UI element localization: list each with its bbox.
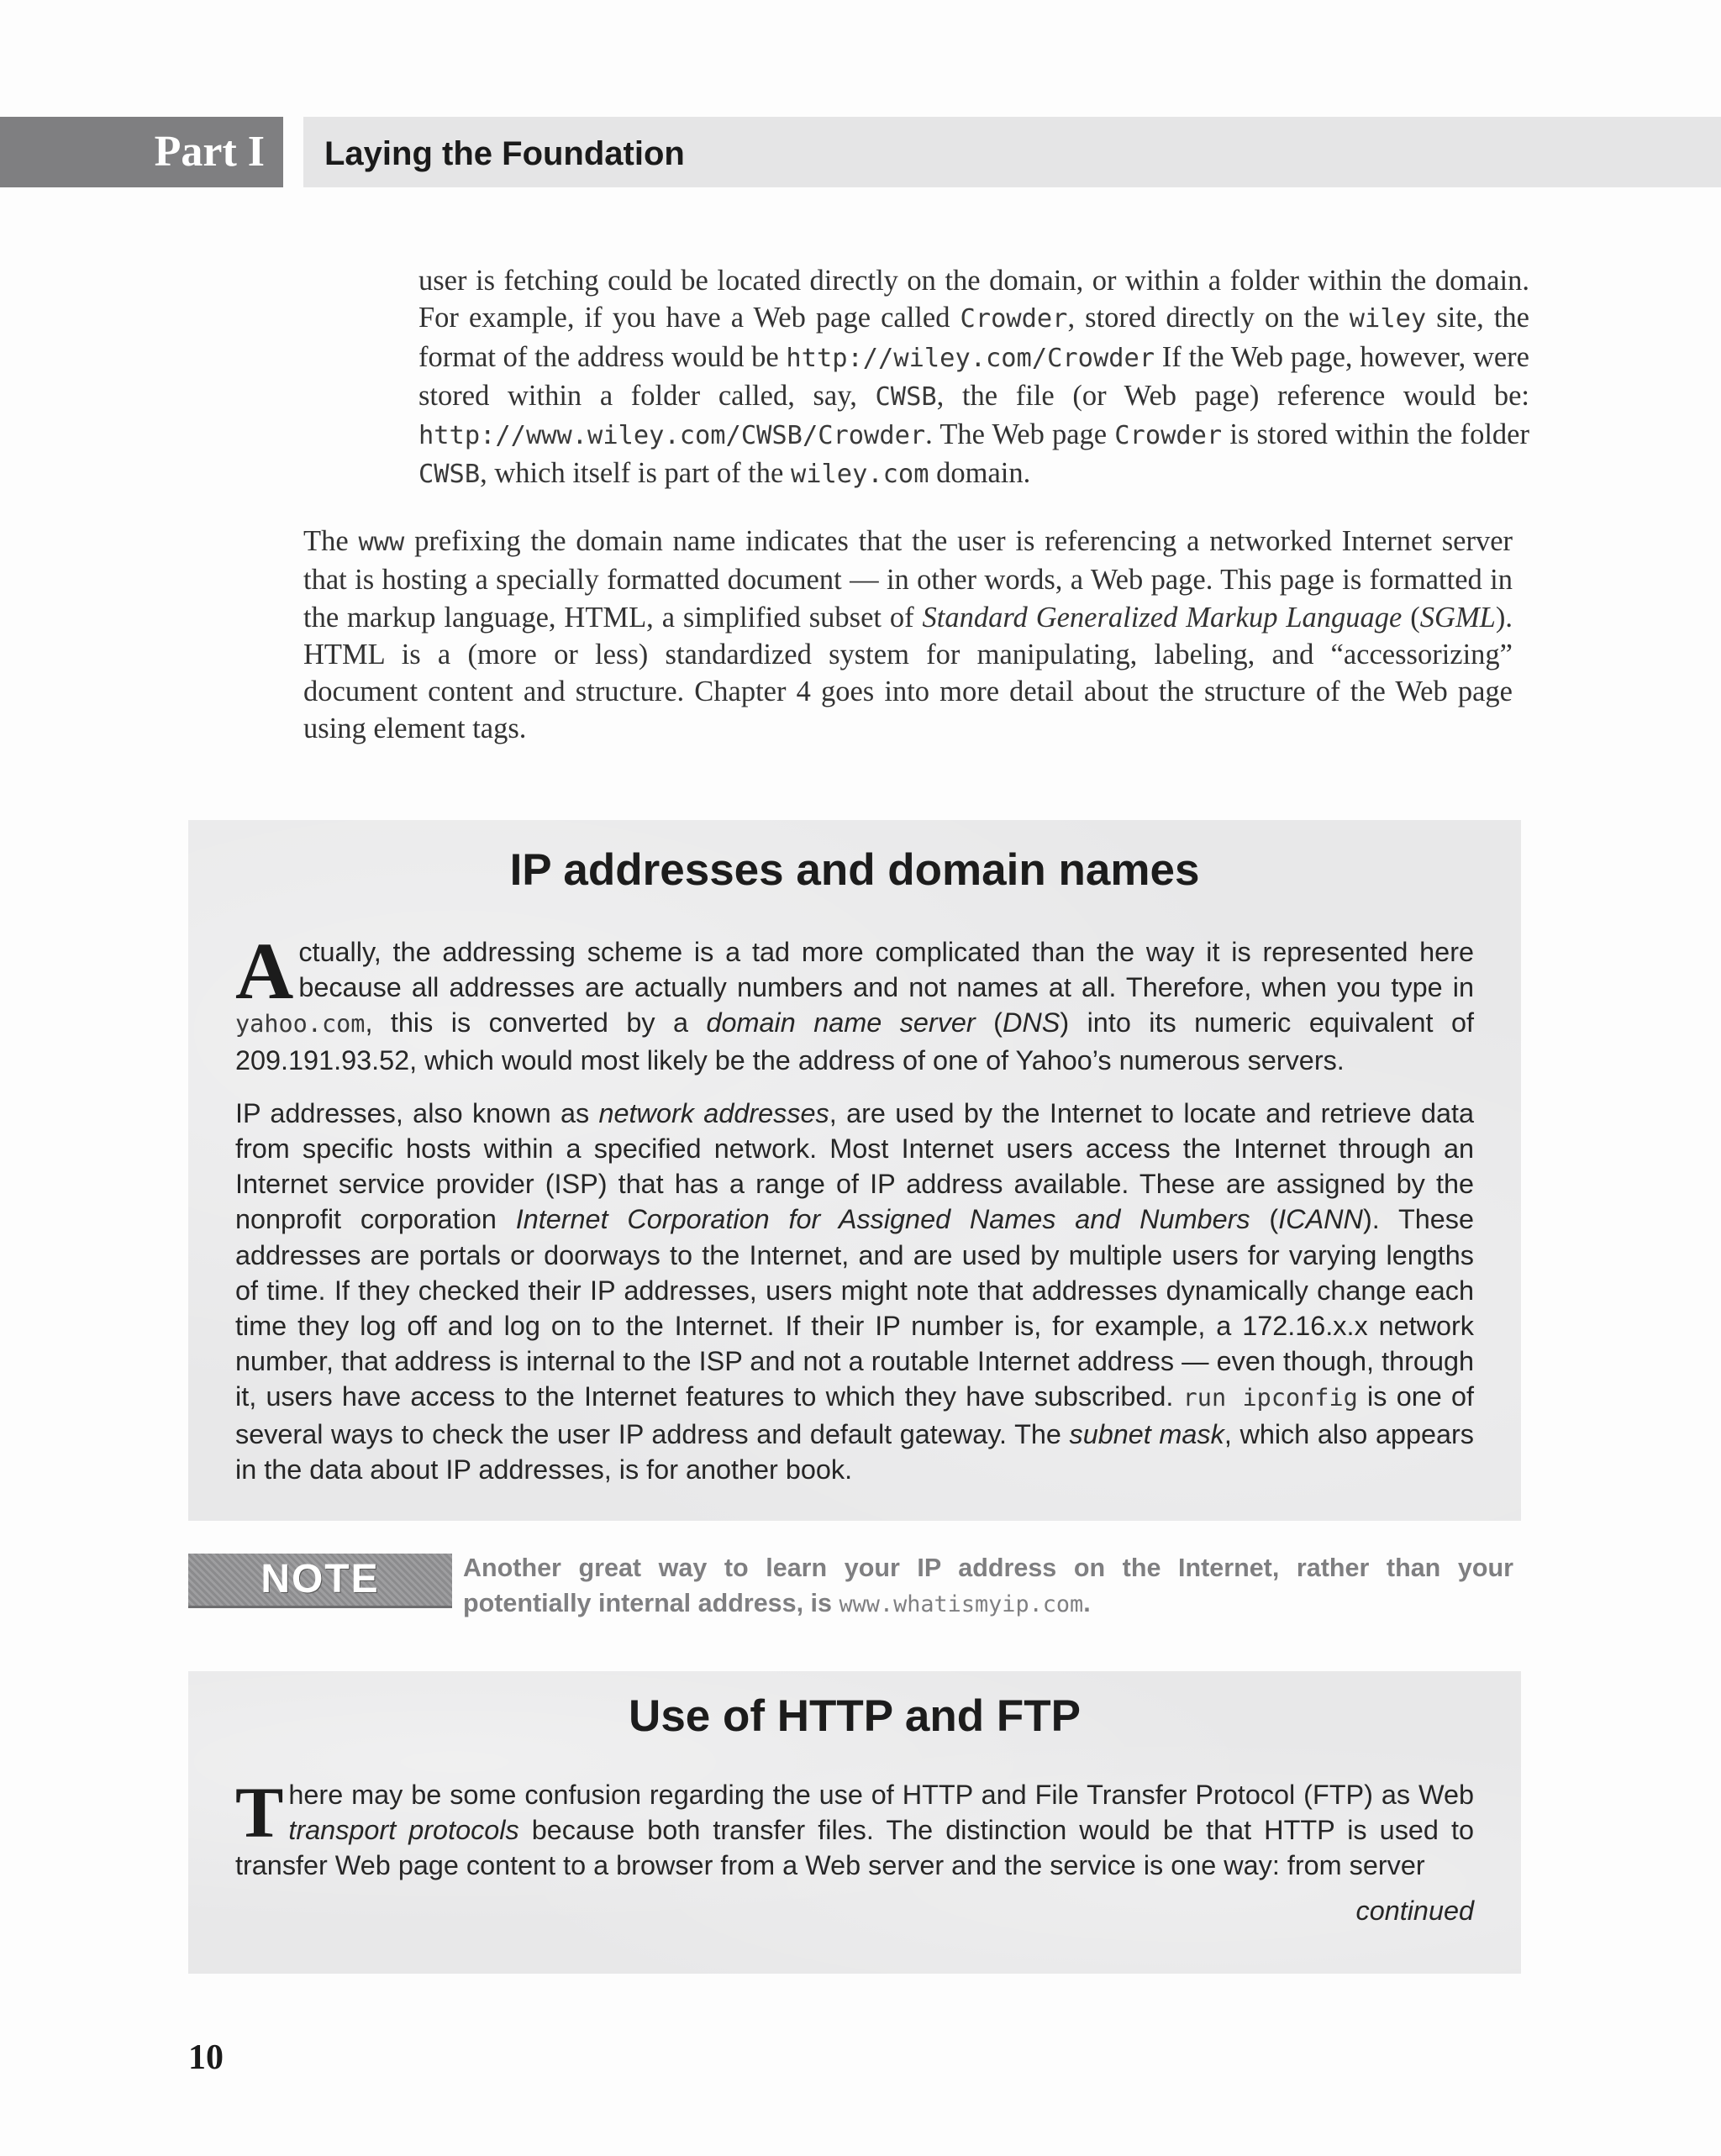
text: is stored within the folder bbox=[1222, 418, 1529, 451]
code: CWSB bbox=[418, 460, 481, 490]
part-label: Part I bbox=[0, 117, 283, 187]
chapter-title: Laying the Foundation bbox=[303, 117, 1721, 187]
text: , which itself is part of the bbox=[480, 457, 791, 490]
italic-term: ICANN bbox=[1278, 1204, 1363, 1235]
text: , this is converted by a bbox=[365, 1007, 707, 1039]
code: wiley bbox=[1349, 304, 1427, 334]
text: user is fetching could be located directly on the domain, or within a folder within the domain. For example, if you have a Web page called bbox=[418, 265, 1529, 334]
text: , stored directly on the bbox=[1067, 302, 1350, 334]
text: ( bbox=[1402, 601, 1420, 634]
text: domain. bbox=[929, 457, 1031, 490]
text: . The Web page bbox=[925, 418, 1115, 451]
code: www bbox=[358, 528, 405, 557]
sidebar-paragraph bbox=[235, 1096, 1474, 1487]
code: http://wiley.com/Crowder bbox=[786, 343, 1155, 373]
code: www.whatismyip.com bbox=[839, 1591, 1084, 1617]
italic-term: network addresses bbox=[598, 1097, 829, 1128]
text: here may be some confusion regarding the use of HTTP and File Transfer Protocol (FTP) as Web bbox=[288, 1780, 1474, 1810]
code: CWSB bbox=[875, 381, 937, 412]
text: is one of several ways to check the user IP address and default gateway. The bbox=[235, 1381, 1475, 1449]
body-paragraph bbox=[303, 523, 1513, 748]
sidebar-http-ftp bbox=[188, 1671, 1521, 1974]
italic-term: subnet mask bbox=[1069, 1418, 1224, 1449]
code: Crowder bbox=[1114, 421, 1223, 451]
sidebar-title: IP addresses and domain names bbox=[509, 845, 1200, 895]
text: , the file (or Web page) reference would be: bbox=[936, 379, 1529, 412]
sidebar-title: Use of HTTP and FTP bbox=[629, 1691, 1081, 1741]
text: ( bbox=[1250, 1204, 1279, 1235]
continued-label: continued bbox=[1355, 1895, 1474, 1926]
code: Crowder bbox=[960, 304, 1068, 334]
sidebar-paragraph bbox=[235, 1772, 1474, 1884]
text: prefixing the domain name indicates that the user is referencing a networked Internet server that is hosting a specially formatted document — in other words, a Web page. This page is formatted in the markup language, HTML, a simplified subset of bbox=[303, 525, 1513, 634]
sidebar-paragraph bbox=[235, 926, 1474, 1078]
italic-term: SGML bbox=[1419, 601, 1496, 634]
italic-term: Standard Generalized Markup Language bbox=[922, 601, 1403, 634]
text: , which also appears in the data about IP addresses, is for another book. bbox=[235, 1418, 1475, 1485]
code: yahoo.com bbox=[235, 1010, 366, 1039]
drop-cap: A bbox=[235, 926, 294, 1016]
page-number: 10 bbox=[188, 2038, 224, 2077]
italic-term: domain name server bbox=[706, 1007, 976, 1039]
text: ) into its numeric equivalent of 209.191.93.52, which would most likely be the address of one of Yahoo’s numerous servers. bbox=[235, 1007, 1474, 1075]
code: run ipconfig bbox=[1182, 1384, 1358, 1412]
text: because both transfer files. The distinction would be that HTTP is used to transfer Web page content to a browser from a Web server and the service is one way: from server bbox=[235, 1815, 1474, 1881]
sidebar-ip-addresses bbox=[188, 820, 1521, 1521]
note-text bbox=[463, 1550, 1513, 1622]
text: , are used by the Internet to locate and retrieve data from specific hosts within a specified network. Most Internet users access the Internet through an Internet service provider (ISP) that has a range of IP address available. These are assigned by the nonprofit corporation bbox=[235, 1097, 1475, 1235]
text: The bbox=[303, 525, 359, 557]
text: site, the format of the address would be bbox=[418, 302, 1529, 373]
text: ( bbox=[975, 1007, 1003, 1039]
text: Another great way to learn your IP address on the Internet, rather than your potentially internal address, is bbox=[463, 1554, 1513, 1617]
text: ). HTML is a (more or less) standardized system for manipulating, labeling, and “accessorizing” document content and structure. Chapter 4 goes into more detail about the structure of the Web page using element tags. bbox=[303, 601, 1513, 745]
drop-cap: T bbox=[235, 1772, 284, 1853]
code: http://www.wiley.com/CWSB/Crowder bbox=[418, 421, 926, 451]
note-badge: NOTE bbox=[188, 1554, 452, 1608]
indented-paragraph bbox=[418, 262, 1529, 494]
text: ). These addresses are portals or doorways to the Internet, and are used by multiple users for varying lengths of time. If they checked their IP addresses, users might note that addresses dynamically change each time they log off and log on to the Internet. If their IP number is, for example, a 172.16.x.x network number, that address is internal to the ISP and not a routable Internet address — even though, through it, users have access to the Internet features to which they have subscribed. bbox=[235, 1204, 1474, 1412]
text: If the Web page, however, were stored within a folder called, say, bbox=[418, 340, 1529, 412]
italic-term: transport protocols bbox=[288, 1815, 519, 1846]
italic-term: DNS bbox=[1002, 1007, 1060, 1039]
italic-term: Internet Corporation for Assigned Names and Numbers bbox=[515, 1204, 1250, 1235]
text: . bbox=[1083, 1589, 1091, 1617]
text: ctually, the addressing scheme is a tad more complicated than the way it is represented here because all addresses are actually numbers and not names at all. Therefore, when you type in bbox=[298, 937, 1474, 1003]
code: wiley.com bbox=[790, 460, 929, 490]
text: IP addresses, also known as bbox=[235, 1097, 599, 1128]
